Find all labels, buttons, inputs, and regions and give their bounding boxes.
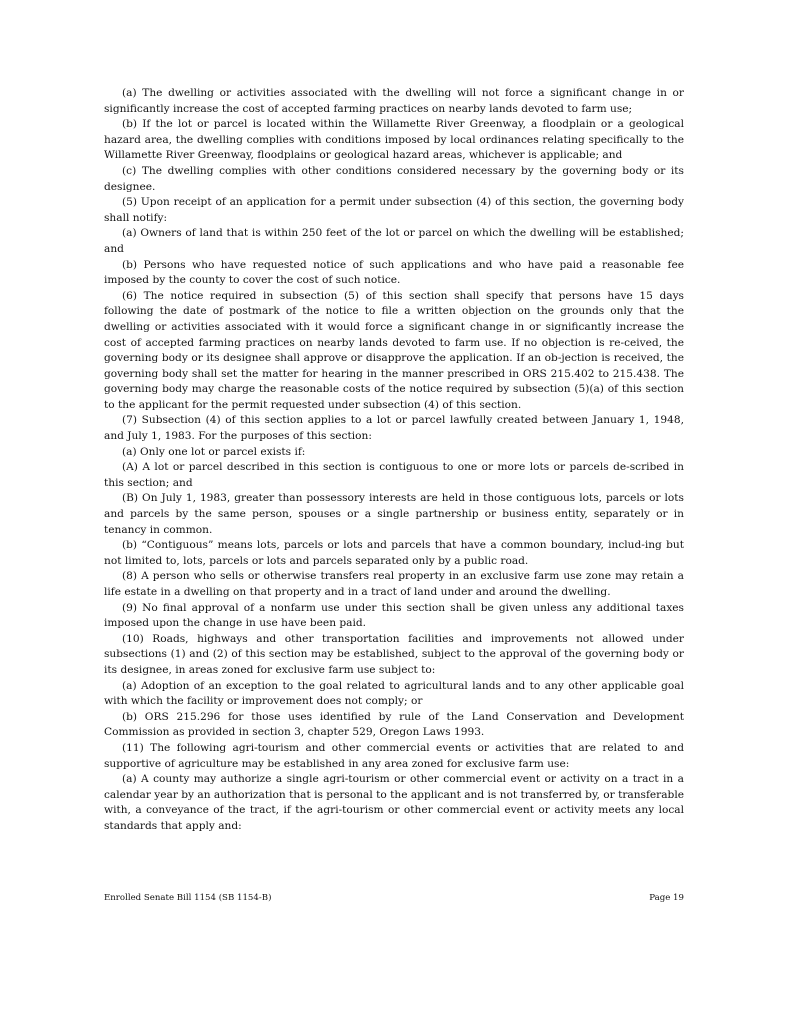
paragraph-4b: (b) If the lot or parcel is located within the Willamette River Greenway, a floodplain or a geological hazard area, the dwelling complies with conditions imposed by local ordinances relating specifically to the Willamette River Greenway, floodplains or geological hazard areas, whichever is applicable; and (104, 118, 684, 162)
paragraph-10a: (a) Adoption of an exception to the goal related to agricultural lands and to any other applicable goal with which the facility or improvement does not comply; or (104, 679, 684, 708)
paragraph-5b: (b) Persons who have requested notice of such applications and who have paid a reasonable fee imposed by the county to cover the cost of such notice. (104, 258, 684, 287)
paragraph-6: (6) The notice required in subsection (5) of this section shall specify that persons have 15 days following the date of postmark of the notice to file a written objection on the grounds only that the dwelling or activities associated with it would force a significant change in or significantly increase the cost of accepted farming practices on nearby lands devoted to farm use. If no objection is re-ceived, the governing body or its designee shall approve or disapprove the application. If an ob-jection is received, the governing body shall set the matter for hearing in the manner prescribed in ORS 215.402 to 215.438. The governing body may charge the reasonable costs of the notice required by subsection (5)(a) of this section to the applicant for the permit requested under subsection (4) of this section. (104, 289, 684, 411)
paragraph-10b: (b) ORS 215.296 for those uses identified by rule of the Land Conservation and Development Commission as provided in section 3, chapter 529, Oregon Laws 1993. (104, 710, 684, 739)
paragraph-5a: (a) Owners of land that is within 250 feet of the lot or parcel on which the dwelling will be established; and (104, 227, 684, 255)
paragraph-4c: (c) The dwelling complies with other conditions considered necessary by the governing body or its designee. (104, 164, 684, 193)
bill-identifier: Enrolled Senate Bill 1154 (SB 1154-B) (104, 893, 272, 903)
paragraph-7b: (b) “Contiguous” means lots, parcels or lots and parcels that have a common boundary, includ-ing but not limited to, lots, parcels or lots and parcels separated only by a public road. (104, 539, 684, 567)
paragraph-11a: (a) A county may authorize a single agri-tourism or other commercial event or activity on a tract in a calendar year by an authorization that is personal to the applicant and is not transferred by, or transferable with, a conveyance of the tract, if the agri-tourism or other commercial event or activity meets any local standards that apply and: (104, 773, 684, 832)
paragraph-5: (5) Upon receipt of an application for a permit under subsection (4) of this section, the governing body shall notify: (104, 196, 684, 224)
paragraph-4a: (a) The dwelling or activities associated with the dwelling will not force a significant change in or significantly increase the cost of accepted farming practices on nearby lands devoted to farm use; (104, 87, 684, 115)
paragraph-11: (11) The following agri-tourism and other commercial events or activities that are related to and supportive of agriculture may be established in any area zoned for exclusive farm use: (104, 741, 684, 770)
paragraph-10: (10) Roads, highways and other transportation facilities and improvements not allowed under subsections (1) and (2) of this section may be established, subject to the approval of the governing body or its designee, in areas zoned for exclusive farm use subject to: (104, 632, 684, 676)
paragraph-7a: (a) Only one lot or parcel exists if: (122, 445, 306, 458)
paragraph-9: (9) No final approval of a nonfarm use under this section shall be given unless any additional taxes imposed upon the change in use have been paid. (104, 601, 684, 630)
page-footer (104, 893, 684, 903)
paragraph-7a-B: (B) On July 1, 1983, greater than possessory interests are held in those contiguous lots, parcels or lots and parcels by the same person, spouses or a single partnership or business entity, separately or in tenancy in common. (104, 492, 684, 536)
paragraph-7a-A: (A) A lot or parcel described in this section is contiguous to one or more lots or parcels de-scribed in this section; and (104, 461, 684, 489)
paragraph-8: (8) A person who sells or otherwise transfers real property in an exclusive farm use zone may retain a life estate in a dwelling on that property and in a tract of land under and around the dwelling. (104, 570, 684, 598)
page-number: Page 19 (649, 893, 684, 903)
statute-body (104, 86, 684, 835)
paragraph-7: (7) Subsection (4) of this section applies to a lot or parcel lawfully created between January 1, 1948, and July 1, 1983. For the purposes of this section: (104, 414, 684, 443)
